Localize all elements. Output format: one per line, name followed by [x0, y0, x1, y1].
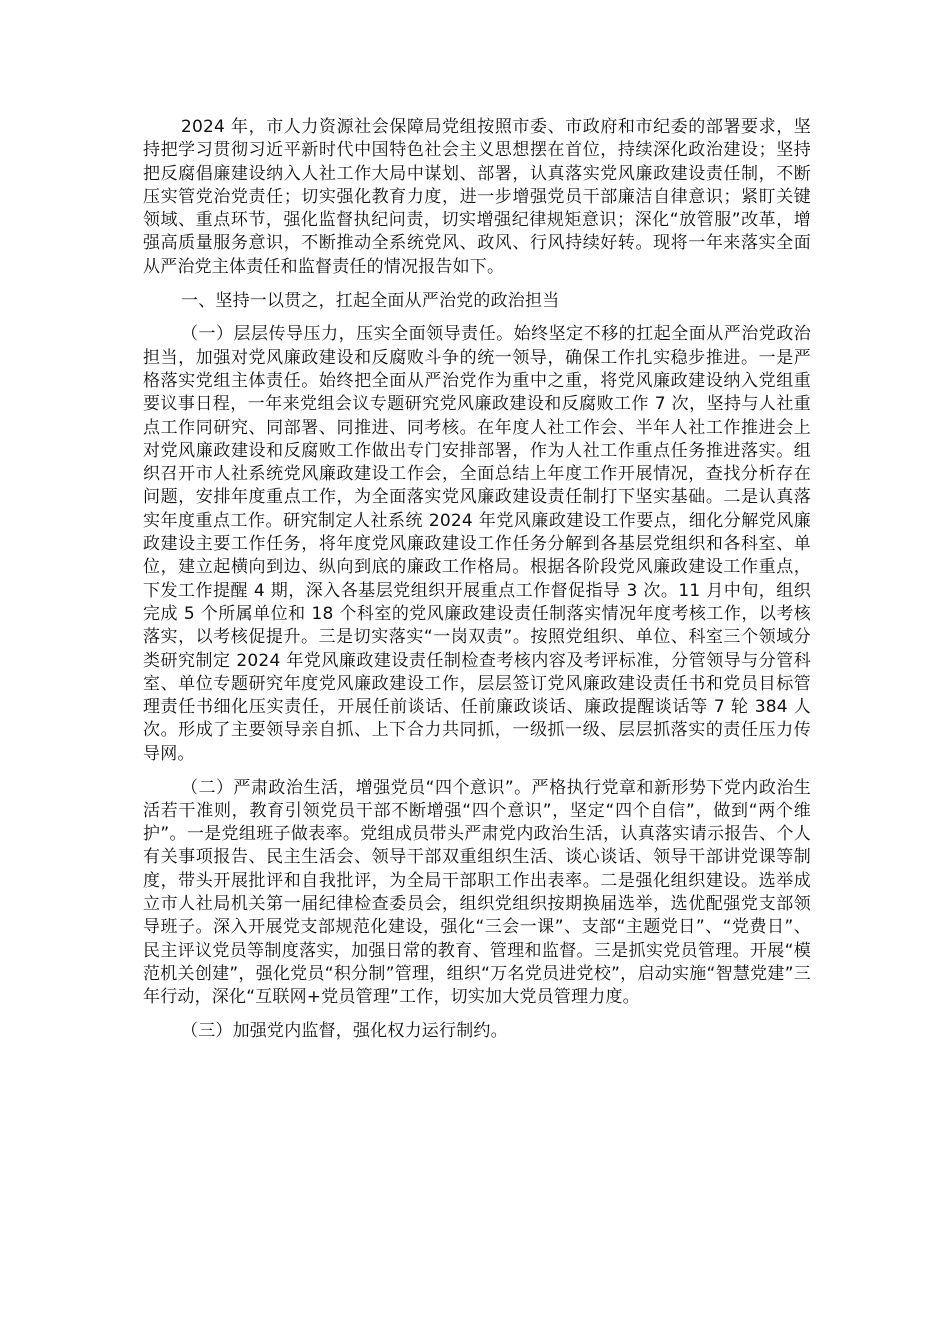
document-page [143, 116, 811, 1052]
subsection-paragraph-1: （一）层层传导压力，压实全面领导责任。始终坚定不移的扛起全面从严治党政治担当，加强对党风廉政建设和反腐败斗争的统一领导，确保工作扎实稳步推进。一是严格落实党组主体责任。始终把全面从严治党作为重中之重，将党风廉政建设纳入党组重要议事日程，一年来党组会议专题研究党风廉政建设和反腐败工作 7 次，坚持与人社重点工作同研究、同部署、同推进、同考核。在年度人社工作会、半年人社工作推进会上对党风廉政建设和反腐败工作做出专门安排部署，作为人社工作重点任务推进落实。组织召开市人社系统党风廉政建设工作会，全面总结上年度工作开展情况，查找分析存在问题，安排年度重点工作，为全面落实党风廉政建设责任制打下坚实基础。二是认真落实年度重点工作。研究制定人社系统 2024 年党风廉政建设工作要点，细化分解党风廉政建设主要工作任务，将年度党风廉政建设工作任务分解到各基层党组织和各科室、单位，建立起横向到边、纵向到底的廉政工作格局。根据各阶段党风廉政建设工作重点，下发工作提醒 4 期，深入各基层党组织开展重点工作督促指导 3 次。11 月中旬，组织完成 5 个所属单位和 18 个科室的党风廉政建设责任制落实情况年度考核工作，以考核落实，以考核促提升。三是切实落实“一岗双责”。按照党组织、单位、科室三个领域分类研究制定 2024 年党风廉政建设责任制检查考核内容及考评标准，分管领导与分管科室、单位专题研究年度党风廉政建设工作，层层签订党风廉政建设责任书和党员目标管理责任书细化压实责任，开展任前谈话、任前廉政谈话、廉政提醒谈话等 7 轮 384 人次。形成了主要领导亲自抓、上下合力共同抓，一级抓一级、层层抓落实的责任压力传导网。 [143, 324, 811, 764]
intro-paragraph: 2024 年，市人力资源社会保障局党组按照市委、市政府和市纪委的部署要求，坚持把学习贯彻习近平新时代中国特色社会主义思想摆在首位，持续深化政治建设；坚持把反腐倡廉建设纳入人社工作大局中谋划、部署，认真落实党风廉政建设责任制，不断压实管党治党责任；切实强化教育力度，进一步增强党员干部廉洁自律意识；紧盯关键领域、重点环节，强化监督执纪问责，切实增强纪律规矩意识；深化“放管服”改革，增强高质量服务意识，不断推动全系统党风、政风、行风持续好转。现将一年来落实全面从严治党主体责任和监督责任的情况报告如下。 [143, 117, 811, 277]
section-heading: 一、坚持一以贯之，扛起全面从严治党的政治担当 [181, 290, 560, 311]
subsection-paragraph-2: （二）严肃政治生活，增强党员“四个意识”。严格执行党章和新形势下党内政治生活若干准则，教育引领党员干部不断增强“四个意识”，坚定“四个自信”，做到“两个维护”。一是党组班子做表率。党组成员带头严肃党内政治生活，认真落实请示报告、个人有关事项报告、民主生活会、领导干部双重组织生活、谈心谈话、领导干部讲党课等制度，带头开展批评和自我批评，为全局干部职工作出表率。二是强化组织建设。选举成立市人社局机关第一届纪律检查委员会，组织党组织按期换届选举，选优配强党支部领导班子。深入开展党支部规范化建设，强化“三会一课”、支部“主题党日”、“党费日”、民主评议党员等制度落实，加强日常的教育、管理和监督。三是抓实党员管理。开展“模范机关创建”，强化党员“积分制”管理，组织“万名党员进党校”，启动实施“智慧党建”三年行动，深化“互联网+党员管理”工作，切实加大党员管理力度。 [143, 777, 811, 1008]
subsection-heading-3: （三）加强党内监督，强化权力运行制约。 [181, 1020, 508, 1041]
